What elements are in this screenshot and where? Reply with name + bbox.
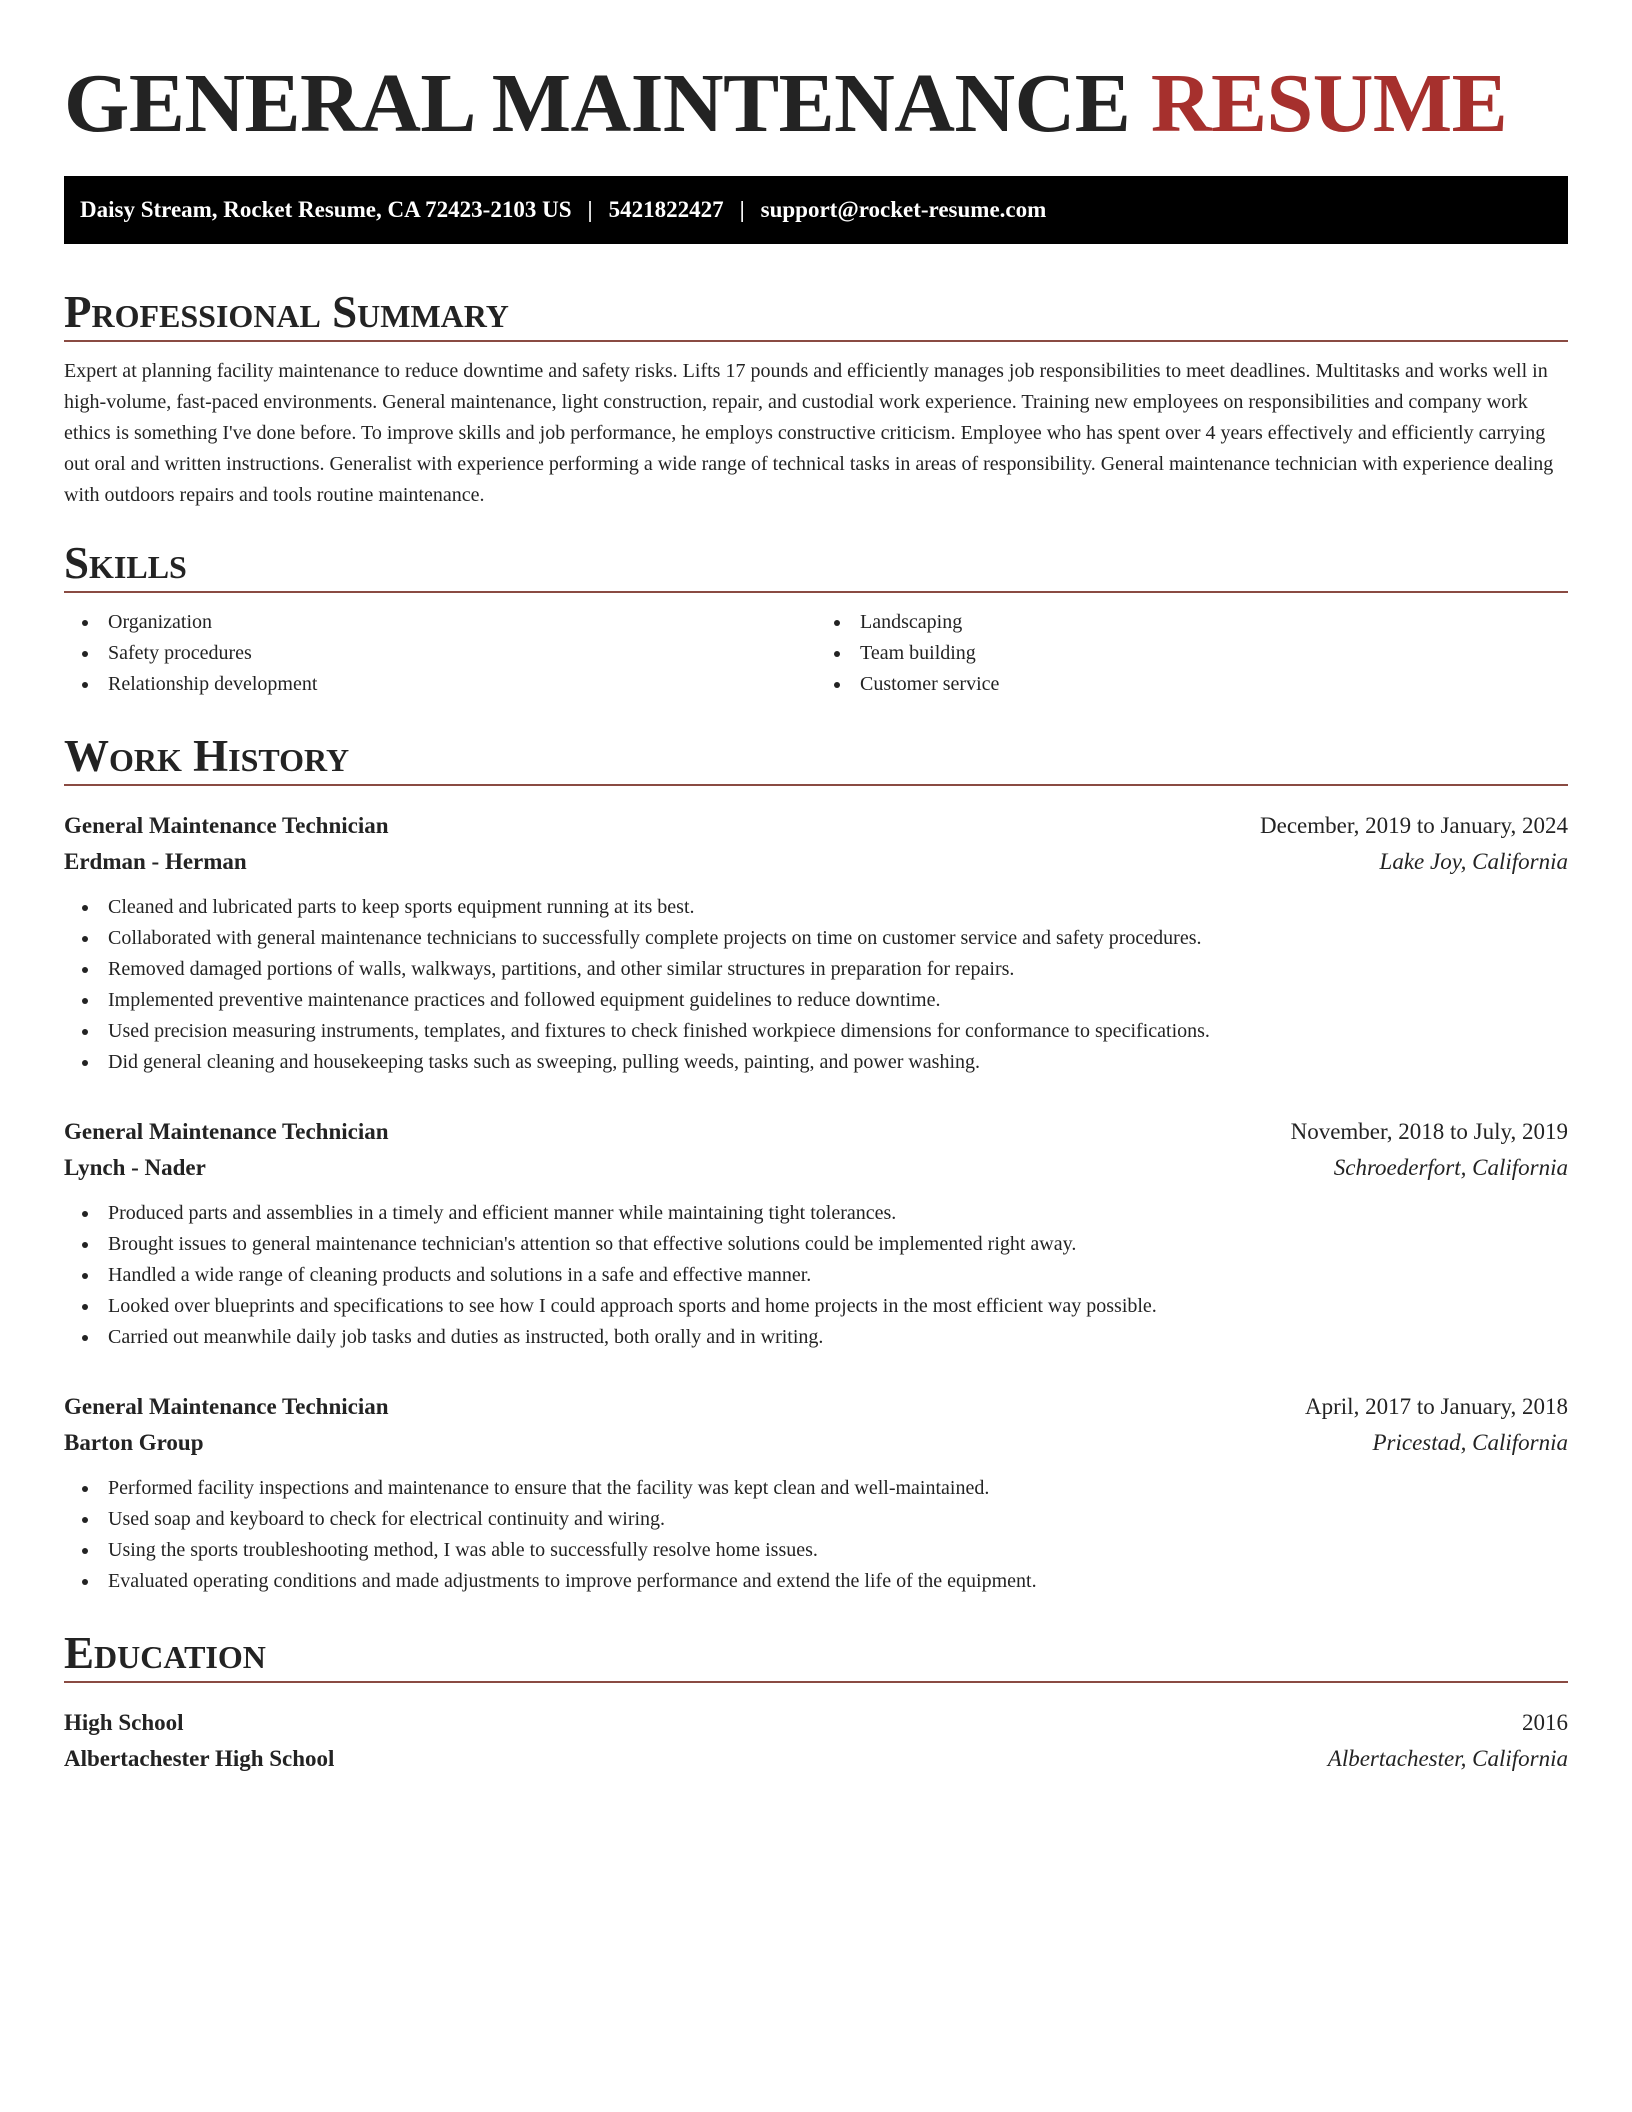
summary-text: Expert at planning facility maintenance to reduce downtime and safety risks. Lifts 17 pounds and efficiently manages job responsibilities to meet deadlines. Multitasks and works well in high-volume, fast-paced environments. General maintenance, light construction, repair, and custodial work experience. Training new employees on responsibilities and company work ethics is something I've done before. To improve skills and job performance, he employs constructive criticism. Employee who has spent over 4 years effectively and efficiently carrying out oral and written instructions. Generalist with experience performing a wide range of technical tasks in areas of responsibility. General maintenance technician with experience dealing with outdoors repairs and tools routine maintenance. <box>64 360 1554 506</box>
job-bullet: Produced parts and assemblies in a timely and efficient manner while maintaining tight tolerances. <box>64 1198 1568 1229</box>
job-subheader <box>64 844 1568 880</box>
skill-item: Customer service <box>816 669 1568 700</box>
work-history-heading: Work History <box>64 731 350 781</box>
skill-item: Safety procedures <box>64 638 816 669</box>
skills-heading: Skills <box>64 538 187 588</box>
job-bullet: Did general cleaning and housekeeping tasks such as sweeping, pulling weeds, painting, and power washing. <box>64 1047 1568 1078</box>
job-dates: November, 2018 to July, 2019 <box>1290 1119 1568 1144</box>
contact-address: Daisy Stream, Rocket Resume, CA 72423-2103 US <box>80 197 572 222</box>
education-degree: High School <box>64 1710 184 1735</box>
skill-item: Team building <box>816 638 1568 669</box>
skill-item: Landscaping <box>816 607 1568 638</box>
contact-separator: | <box>587 197 593 222</box>
job-entry <box>64 808 1568 1078</box>
section-divider <box>64 1681 1568 1683</box>
job-subheader <box>64 1150 1568 1186</box>
job-bullet: Carried out meanwhile daily job tasks and duties as instructed, both orally and in writing. <box>64 1322 1568 1353</box>
education-year: 2016 <box>1522 1710 1568 1735</box>
job-bullets <box>64 1473 1568 1597</box>
title-main: GENERAL MAINTENANCE <box>64 57 1131 150</box>
education-school: Albertachester High School <box>64 1746 335 1771</box>
education-entry <box>64 1705 1568 1777</box>
job-title: General Maintenance Technician <box>64 1394 389 1419</box>
job-dates: April, 2017 to January, 2018 <box>1305 1394 1568 1419</box>
job-dates: December, 2019 to January, 2024 <box>1260 813 1568 838</box>
education-heading: Education <box>64 1628 266 1678</box>
job-header <box>64 1389 1568 1425</box>
contact-separator: | <box>739 197 745 222</box>
job-header <box>64 808 1568 844</box>
skill-item: Relationship development <box>64 669 816 700</box>
job-bullet: Used precision measuring instruments, templates, and fixtures to check finished workpiece dimensions for conformance to specifications. <box>64 1016 1568 1047</box>
job-bullet: Collaborated with general maintenance technicians to successfully complete projects on time on customer service and safety procedures. <box>64 923 1568 954</box>
section-divider <box>64 340 1568 342</box>
job-bullet: Used soap and keyboard to check for electrical continuity and wiring. <box>64 1504 1568 1535</box>
job-location: Pricestad, California <box>1372 1430 1568 1455</box>
skill-item: Organization <box>64 607 816 638</box>
job-bullet: Cleaned and lubricated parts to keep sports equipment running at its best. <box>64 892 1568 923</box>
contact-phone: 5421822427 <box>608 197 724 222</box>
section-divider <box>64 591 1568 593</box>
job-bullet: Performed facility inspections and maintenance to ensure that the facility was kept clean and well-maintained. <box>64 1473 1568 1504</box>
job-bullet: Brought issues to general maintenance technician's attention so that effective solutions could be implemented right away. <box>64 1229 1568 1260</box>
job-bullet: Handled a wide range of cleaning products and solutions in a safe and effective manner. <box>64 1260 1568 1291</box>
job-company: Barton Group <box>64 1430 204 1455</box>
job-title: General Maintenance Technician <box>64 1119 389 1144</box>
job-bullet: Looked over blueprints and specifications to see how I could approach sports and home projects in the most efficient way possible. <box>64 1291 1568 1322</box>
job-bullet: Implemented preventive maintenance practices and followed equipment guidelines to reduce downtime. <box>64 985 1568 1016</box>
job-bullet: Evaluated operating conditions and made adjustments to improve performance and extend the life of the equipment. <box>64 1566 1568 1597</box>
summary-heading: Professional Summary <box>64 287 509 337</box>
education-header <box>64 1705 1568 1741</box>
resume-title <box>64 56 1568 152</box>
job-location: Lake Joy, California <box>1379 849 1568 874</box>
job-bullets <box>64 1198 1568 1353</box>
skills-column-left <box>64 607 816 700</box>
education-subheader <box>64 1741 1568 1777</box>
job-company: Erdman - Herman <box>64 849 247 874</box>
contact-email[interactable]: support@rocket-resume.com <box>760 197 1047 222</box>
job-entry <box>64 1389 1568 1597</box>
job-bullet: Using the sports troubleshooting method, I was able to successfully resolve home issues. <box>64 1535 1568 1566</box>
education-location: Albertachester, California <box>1327 1746 1568 1771</box>
job-company: Lynch - Nader <box>64 1155 206 1180</box>
job-subheader <box>64 1425 1568 1461</box>
job-bullet: Removed damaged portions of walls, walkways, partitions, and other similar structures in preparation for repairs. <box>64 954 1568 985</box>
job-bullets <box>64 892 1568 1078</box>
skills-column-right <box>816 607 1568 700</box>
job-header <box>64 1114 1568 1150</box>
job-title: General Maintenance Technician <box>64 813 389 838</box>
section-divider <box>64 784 1568 786</box>
contact-bar <box>64 176 1568 244</box>
job-location: Schroederfort, California <box>1333 1155 1568 1180</box>
title-accent: RESUME <box>1150 57 1508 150</box>
job-entry <box>64 1114 1568 1353</box>
skills-list <box>64 607 1568 700</box>
